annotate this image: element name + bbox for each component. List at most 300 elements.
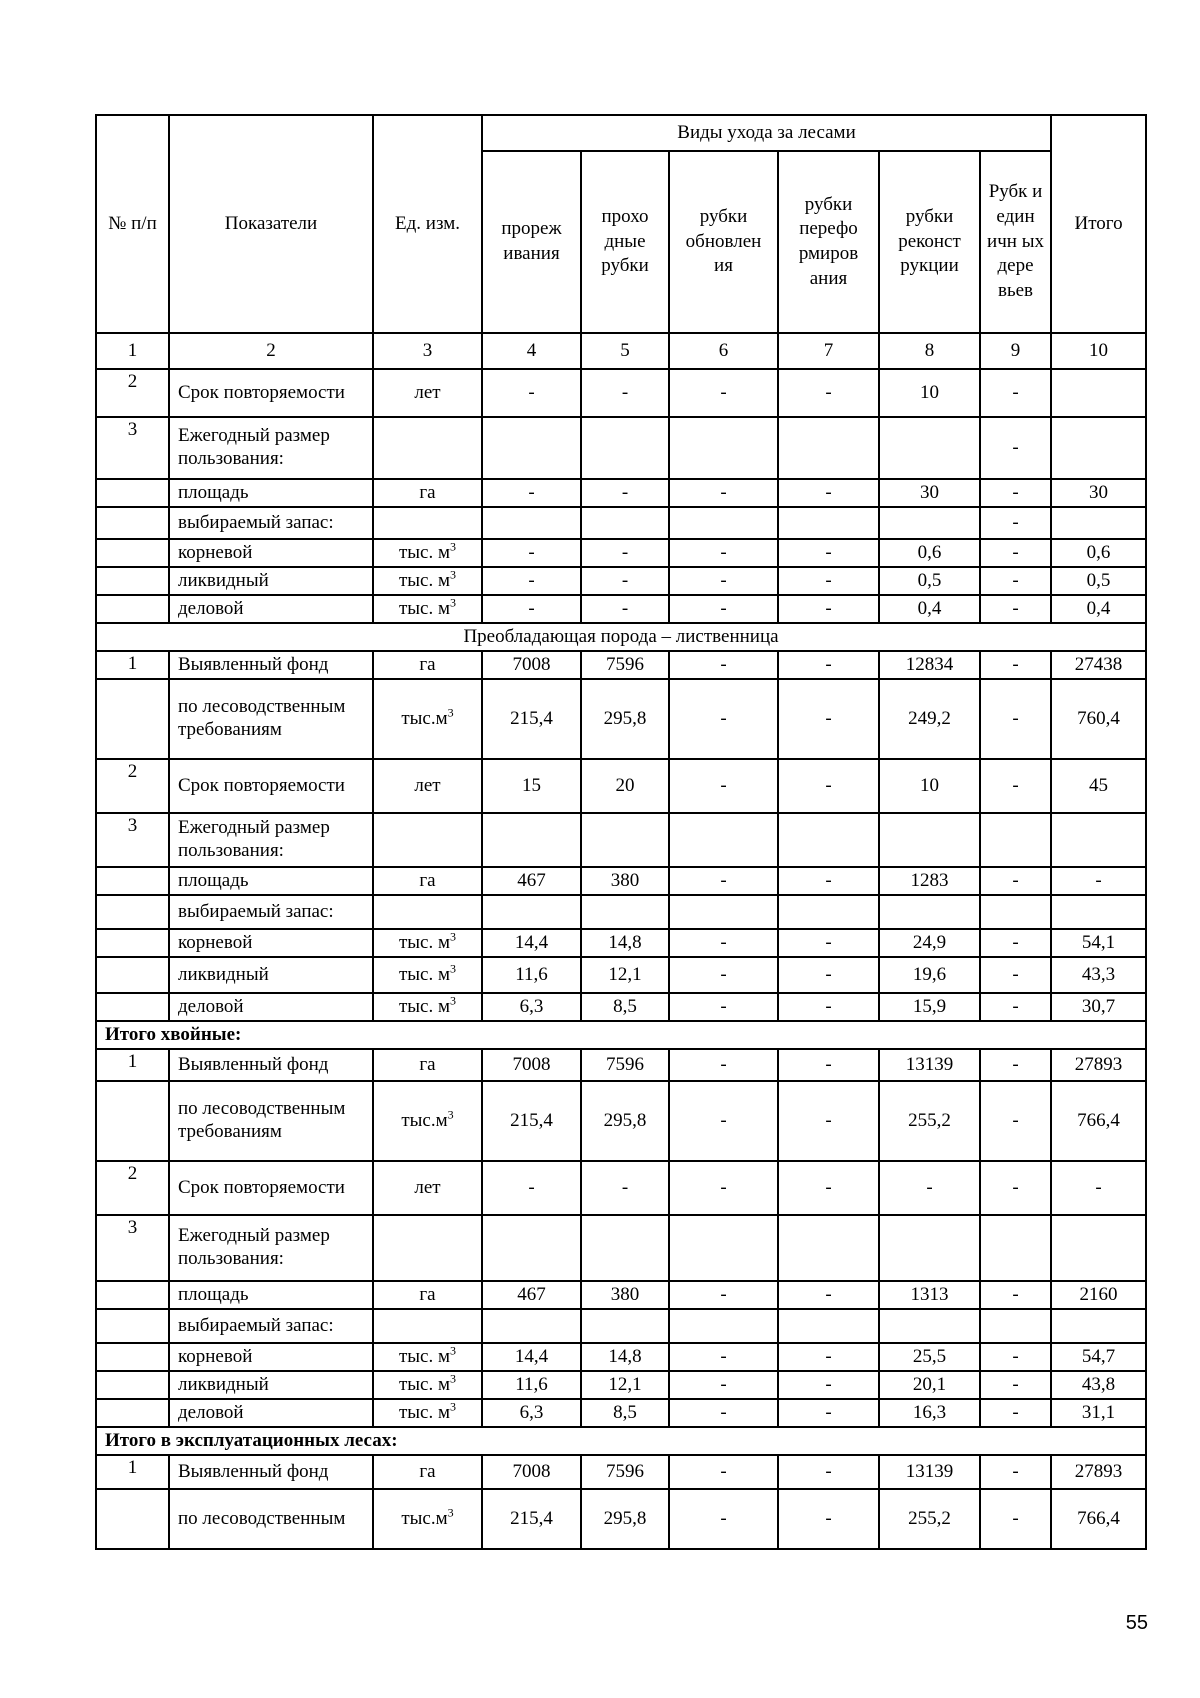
row-indicator: площадь [169,1281,373,1309]
row-value [778,1215,879,1281]
row-value: 255,2 [879,1489,980,1549]
row-total: 45 [1051,759,1146,813]
row-value: - [778,539,879,567]
row-value: - [778,1049,879,1081]
row-unit [373,867,482,895]
table-row [96,417,1146,479]
row-value [879,895,980,929]
row-number [96,1081,169,1161]
forest-care-table [95,114,1147,1550]
row-value: - [778,595,879,623]
row-total [1051,369,1146,417]
section-title-row [96,1021,1146,1049]
row-value: 467 [482,1281,581,1309]
row-value [669,1215,778,1281]
row-indicator: площадь [169,479,373,507]
row-value [581,813,669,867]
column-number: 5 [581,333,669,369]
table-row [96,813,1146,867]
unit-text: га [419,653,436,675]
row-value: - [482,1161,581,1215]
row-value: - [669,679,778,759]
row-value: - [669,1399,778,1427]
row-value: - [669,479,778,507]
row-value [669,1309,778,1343]
table-row [96,1309,1146,1343]
row-value: - [669,595,778,623]
row-total: 0,6 [1051,539,1146,567]
row-indicator: Срок повторяемости [169,759,373,813]
row-indicator: Ежегодный размер пользования: [169,813,373,867]
row-value: 20,1 [879,1371,980,1399]
row-total: - [1051,1161,1146,1215]
row-value: - [980,867,1051,895]
row-value: - [778,1371,879,1399]
row-value: 7008 [482,1455,581,1489]
row-total [1051,1309,1146,1343]
unit-text: тыс.м [401,1507,448,1529]
row-value: - [778,867,879,895]
table-row [96,759,1146,813]
row-value [980,1215,1051,1281]
table-row [96,1455,1146,1489]
row-value: - [778,957,879,993]
row-total [1051,1215,1146,1281]
row-total: 766,4 [1051,1081,1146,1161]
row-total: 54,7 [1051,1343,1146,1371]
table-row [96,867,1146,895]
row-value: - [980,929,1051,957]
row-value: - [980,595,1051,623]
page-number: 55 [1125,1612,1148,1634]
row-number [96,895,169,929]
row-value: - [778,1489,879,1549]
row-value: - [980,507,1051,539]
row-value: - [778,929,879,957]
unit-text: тыс. м [398,1373,451,1395]
row-number: 1 [96,651,169,679]
row-indicator: Срок повторяемости [169,369,373,417]
unit-superscript: 3 [450,567,457,582]
row-value: - [778,1161,879,1215]
unit-text: лет [414,774,441,796]
row-value: - [778,369,879,417]
row-unit [373,993,482,1021]
row-unit [373,1281,482,1309]
row-unit [373,595,482,623]
row-value: 295,8 [581,1489,669,1549]
row-total: 0,4 [1051,595,1146,623]
row-unit [373,1161,482,1215]
row-total: 2160 [1051,1281,1146,1309]
row-unit [373,651,482,679]
header-total: Итого [1051,115,1146,333]
row-indicator: корневой [169,929,373,957]
row-value [879,1215,980,1281]
row-value [778,417,879,479]
row-number: 3 [96,417,169,479]
row-value [669,895,778,929]
row-value: - [879,1161,980,1215]
unit-superscript: 3 [450,929,457,944]
row-value: - [669,867,778,895]
row-value: 19,6 [879,957,980,993]
table-row [96,369,1146,417]
row-indicator: Выявленный фонд [169,1049,373,1081]
table-row [96,1343,1146,1371]
unit-text: тыс. м [398,963,451,985]
row-value: - [778,479,879,507]
table-row [96,1399,1146,1427]
row-value: - [669,957,778,993]
row-value: - [980,1161,1051,1215]
row-value: - [669,1281,778,1309]
row-number: 2 [96,759,169,813]
row-value: 295,8 [581,1081,669,1161]
unit-superscript: 3 [450,993,457,1008]
row-value: - [669,1081,778,1161]
section-title-row [96,623,1146,651]
row-number [96,479,169,507]
section-title-row [96,1427,1146,1455]
column-number: 9 [980,333,1051,369]
unit-superscript: 3 [450,595,457,610]
unit-text: га [419,481,436,503]
header-type: прохо дные рубки [581,151,669,333]
row-value: 11,6 [482,1371,581,1399]
row-value [669,507,778,539]
row-number [96,595,169,623]
row-value [980,1309,1051,1343]
table-row [96,567,1146,595]
row-value: - [778,651,879,679]
row-value [581,895,669,929]
table-header [96,115,1146,369]
row-number: 2 [96,1161,169,1215]
row-unit [373,813,482,867]
row-value: 10 [879,759,980,813]
row-unit [373,759,482,813]
unit-text: тыс. м [398,1345,451,1367]
row-number [96,679,169,759]
table-row [96,993,1146,1021]
row-number: 3 [96,1215,169,1281]
column-number: 10 [1051,333,1146,369]
row-value: - [778,1081,879,1161]
row-value: - [581,1161,669,1215]
row-indicator: по лесоводственным требованиям [169,1081,373,1161]
unit-text: тыс. м [398,931,451,953]
row-number [96,1399,169,1427]
row-value: - [669,1049,778,1081]
row-value [581,507,669,539]
row-value: - [581,479,669,507]
row-value: 6,3 [482,1399,581,1427]
table-row [96,1081,1146,1161]
row-total: 27893 [1051,1455,1146,1489]
row-value: 8,5 [581,1399,669,1427]
row-value: - [980,1049,1051,1081]
row-value: - [581,567,669,595]
row-value: 8,5 [581,993,669,1021]
row-unit [373,369,482,417]
row-total: 27438 [1051,651,1146,679]
table-row [96,1489,1146,1549]
row-unit [373,1049,482,1081]
row-value: - [980,567,1051,595]
unit-superscript: 3 [447,1107,454,1122]
unit-text: га [419,869,436,891]
row-value: 467 [482,867,581,895]
row-value: - [778,993,879,1021]
row-value: - [778,679,879,759]
row-value: - [778,1343,879,1371]
header-type: рубки перефо рмиров ания [778,151,879,333]
table-row [96,539,1146,567]
row-value: - [482,479,581,507]
row-value [778,507,879,539]
row-indicator: выбираемый запас: [169,1309,373,1343]
row-value: - [980,1399,1051,1427]
header-group: Виды ухода за лесами [482,115,1051,151]
table-row [96,479,1146,507]
row-total: 54,1 [1051,929,1146,957]
row-unit [373,1215,482,1281]
row-value: 15,9 [879,993,980,1021]
column-number: 4 [482,333,581,369]
row-number [96,867,169,895]
row-value: - [669,539,778,567]
unit-superscript: 3 [447,1505,454,1520]
unit-text: лет [414,381,441,403]
row-value [669,417,778,479]
row-value: 7008 [482,651,581,679]
row-number [96,567,169,595]
row-value: - [778,1281,879,1309]
row-indicator: по лесоводственным [169,1489,373,1549]
row-value: 24,9 [879,929,980,957]
section-title: Итого хвойные: [96,1021,1146,1049]
row-total: 766,4 [1051,1489,1146,1549]
row-value: - [980,539,1051,567]
row-number [96,507,169,539]
unit-superscript: 3 [447,705,454,720]
column-number: 7 [778,333,879,369]
row-number [96,993,169,1021]
row-value: 30 [879,479,980,507]
row-indicator: Срок повторяемости [169,1161,373,1215]
unit-superscript: 3 [450,1371,457,1386]
row-value: - [581,369,669,417]
row-value: 215,4 [482,1081,581,1161]
unit-text: тыс. м [398,541,451,563]
unit-superscript: 3 [450,1343,457,1358]
unit-superscript: 3 [450,961,457,976]
row-value: - [980,1371,1051,1399]
row-value: - [581,539,669,567]
row-value: - [980,759,1051,813]
table-row [96,507,1146,539]
row-value: - [669,1161,778,1215]
row-unit [373,1371,482,1399]
row-value: 13139 [879,1049,980,1081]
row-indicator: Ежегодный размер пользования: [169,417,373,479]
row-value: 10 [879,369,980,417]
row-value [980,813,1051,867]
row-value: - [669,1489,778,1549]
row-value [879,417,980,479]
column-number: 8 [879,333,980,369]
row-indicator: площадь [169,867,373,895]
row-value: - [778,1399,879,1427]
table-row [96,895,1146,929]
table-row [96,1049,1146,1081]
header-unit: Ед. изм. [373,115,482,333]
table-row [96,929,1146,957]
unit-text: лет [414,1176,441,1198]
row-value: - [669,567,778,595]
row-number [96,929,169,957]
row-unit [373,679,482,759]
row-total: - [1051,867,1146,895]
row-value: 7596 [581,651,669,679]
table-row [96,651,1146,679]
row-number [96,1281,169,1309]
row-value: 1283 [879,867,980,895]
row-value: 1313 [879,1281,980,1309]
unit-text: тыс.м [401,1109,448,1131]
header-type: прореж ивания [482,151,581,333]
table-row [96,1371,1146,1399]
row-value: 380 [581,867,669,895]
row-total: 27893 [1051,1049,1146,1081]
row-value [581,417,669,479]
table-row [96,679,1146,759]
row-value: - [482,595,581,623]
column-numbers-row [96,333,1146,369]
row-total [1051,417,1146,479]
unit-text: тыс. м [398,569,451,591]
row-unit [373,1309,482,1343]
table-row [96,595,1146,623]
row-value: 12,1 [581,957,669,993]
unit-text: га [419,1460,436,1482]
row-indicator: ликвидный [169,957,373,993]
row-total [1051,895,1146,929]
table-row [96,1281,1146,1309]
row-unit [373,1455,482,1489]
row-value [482,507,581,539]
table-row [96,1161,1146,1215]
row-value: 215,4 [482,679,581,759]
section-title: Итого в эксплуатационных лесах: [96,1427,1146,1455]
row-value: 14,8 [581,1343,669,1371]
row-value [482,1215,581,1281]
row-total: 43,3 [1051,957,1146,993]
row-total: 0,5 [1051,567,1146,595]
row-total: 43,8 [1051,1371,1146,1399]
row-indicator: ликвидный [169,1371,373,1399]
row-total: 760,4 [1051,679,1146,759]
row-value: - [980,1455,1051,1489]
row-value: 14,4 [482,1343,581,1371]
row-value: 249,2 [879,679,980,759]
row-value: - [980,993,1051,1021]
row-value: - [980,1081,1051,1161]
row-value [778,813,879,867]
row-value [879,813,980,867]
row-number: 3 [96,813,169,867]
row-value: 14,8 [581,929,669,957]
row-unit [373,895,482,929]
unit-text: га [419,1283,436,1305]
unit-superscript: 3 [450,539,457,554]
row-value: - [669,1343,778,1371]
row-number: 1 [96,1455,169,1489]
row-value [778,1309,879,1343]
row-value: 16,3 [879,1399,980,1427]
row-value [482,417,581,479]
row-value: - [980,1489,1051,1549]
row-unit [373,1343,482,1371]
row-value: 7596 [581,1049,669,1081]
row-indicator: корневой [169,1343,373,1371]
row-indicator: корневой [169,539,373,567]
row-indicator: выбираемый запас: [169,895,373,929]
column-number: 2 [169,333,373,369]
row-value: - [980,369,1051,417]
row-value: 7596 [581,1455,669,1489]
row-total: 30,7 [1051,993,1146,1021]
row-value: 0,4 [879,595,980,623]
row-total: 30 [1051,479,1146,507]
section-title: Преобладающая порода – лиственница [96,623,1146,651]
table-row [96,1215,1146,1281]
row-value: 20 [581,759,669,813]
row-indicator: Выявленный фонд [169,651,373,679]
row-indicator: по лесоводственным требованиям [169,679,373,759]
row-value: 295,8 [581,679,669,759]
row-value: - [778,1455,879,1489]
row-indicator: ликвидный [169,567,373,595]
row-value: 12,1 [581,1371,669,1399]
unit-text: тыс. м [398,1401,451,1423]
header-type: Рубк и един ичн ых дере вьев [980,151,1051,333]
row-number [96,957,169,993]
row-value: 215,4 [482,1489,581,1549]
row-value: 12834 [879,651,980,679]
row-unit [373,957,482,993]
unit-text: тыс. м [398,995,451,1017]
unit-text: тыс. м [398,597,451,619]
row-value: - [669,1455,778,1489]
row-total [1051,813,1146,867]
row-value: - [980,1343,1051,1371]
row-value [482,895,581,929]
table-body [96,369,1146,1549]
row-value: 25,5 [879,1343,980,1371]
row-value: 0,5 [879,567,980,595]
row-value [482,1309,581,1343]
row-value: 255,2 [879,1081,980,1161]
row-unit [373,479,482,507]
row-value: 15 [482,759,581,813]
row-value: - [980,417,1051,479]
row-value: - [980,479,1051,507]
column-number: 3 [373,333,482,369]
row-number [96,1489,169,1549]
row-value: - [482,369,581,417]
